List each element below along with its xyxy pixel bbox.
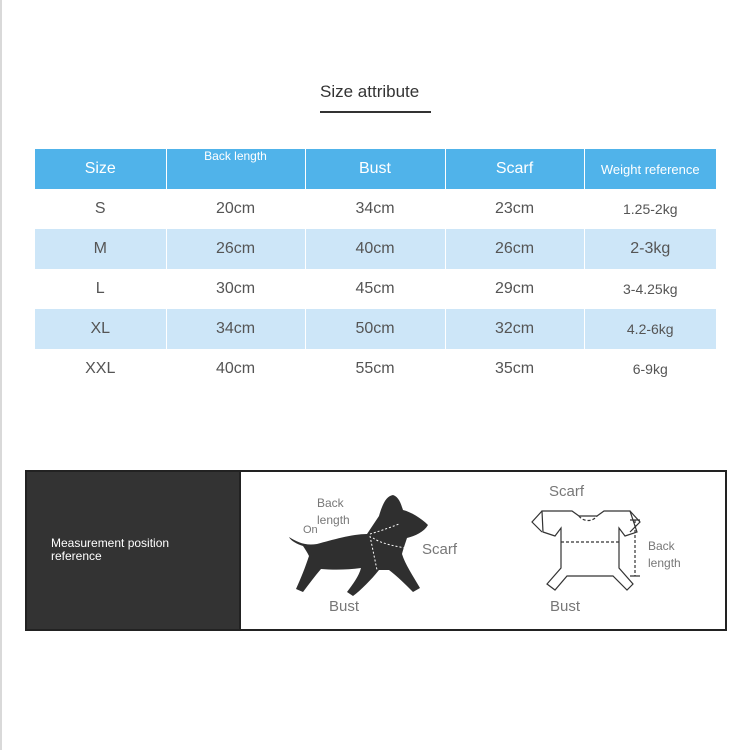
dog-back-label-line2: length <box>317 513 350 527</box>
cell-weight: 2-3kg <box>584 229 716 269</box>
garment-diagram <box>532 483 681 615</box>
cell-size: L <box>95 280 105 297</box>
cell-back-length: 40cm <box>166 349 305 389</box>
garment-bust-label: Bust <box>550 598 581 615</box>
measurement-diagram <box>27 472 725 629</box>
title-underline <box>320 111 431 113</box>
cell-bust: 55cm <box>305 349 445 389</box>
cell-back-length: 20cm <box>166 189 305 229</box>
cell-scarf: 26cm <box>445 229 584 269</box>
header-bust: Bust <box>305 149 445 189</box>
table-row <box>35 269 716 309</box>
table-header-row <box>35 149 716 189</box>
cell-back-length: 26cm <box>166 229 305 269</box>
reference-label-line2: reference <box>51 549 102 563</box>
page-title: Size attribute <box>320 82 420 101</box>
cell-weight: 6-9kg <box>584 349 716 389</box>
cell-size: M <box>35 229 166 269</box>
cell-bust: 40cm <box>305 229 445 269</box>
dog-bust-label: Bust <box>329 598 360 615</box>
dog-scarf-label: Scarf <box>422 541 458 558</box>
garment-back-label-line1: Back <box>648 539 675 553</box>
cell-bust: 50cm <box>305 309 445 349</box>
measurement-reference-panel <box>25 470 727 631</box>
garment-back-label-line2: length <box>648 556 681 570</box>
cell-weight: 1.25-2kg <box>584 189 716 229</box>
dog-on-label: On <box>303 524 318 536</box>
cell-back-length: 30cm <box>166 269 305 309</box>
table-row <box>35 189 716 229</box>
cell-weight: 3-4.25kg <box>584 269 716 309</box>
dog-silhouette-icon <box>289 495 428 596</box>
header-back-length: Back length <box>166 149 305 189</box>
dog-diagram <box>289 495 458 615</box>
cell-scarf: 29cm <box>445 269 584 309</box>
cell-size: XL <box>35 309 166 349</box>
cell-scarf: 23cm <box>445 189 584 229</box>
cell-weight: 4.2-6kg <box>584 309 716 349</box>
header-scarf: Scarf <box>445 149 584 189</box>
cell-size: XXL <box>85 360 116 377</box>
table-row <box>35 229 716 269</box>
cell-bust: 45cm <box>305 269 445 309</box>
table-row <box>35 309 716 349</box>
cell-scarf: 35cm <box>445 349 584 389</box>
left-edge-rule <box>0 0 2 750</box>
cell-size: S <box>94 200 106 217</box>
header-size: Size <box>35 149 166 189</box>
garment-outline-icon <box>542 511 637 590</box>
size-table <box>35 149 716 389</box>
cell-back-length: 34cm <box>166 309 305 349</box>
dog-back-label-line1: Back <box>317 496 344 510</box>
cell-scarf: 32cm <box>445 309 584 349</box>
reference-label-line1: Measurement position <box>51 536 170 550</box>
header-weight-reference: Weight reference <box>584 149 716 189</box>
cell-bust: 34cm <box>305 189 445 229</box>
table-row <box>35 349 716 389</box>
garment-scarf-label: Scarf <box>549 483 585 500</box>
